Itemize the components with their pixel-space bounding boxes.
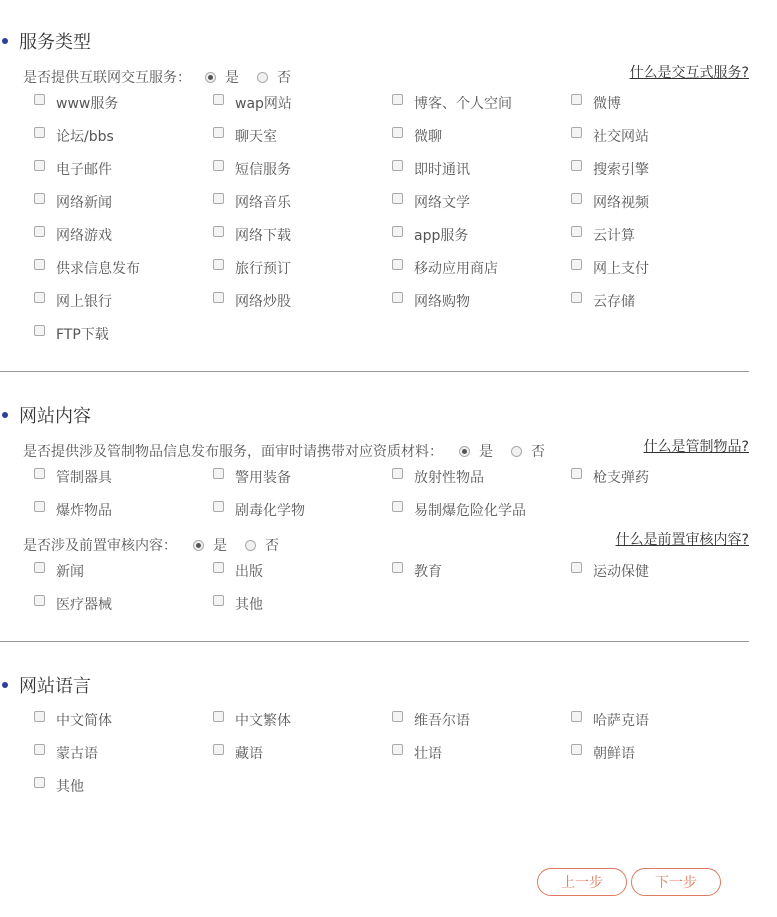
checkbox-label: 论坛/bbs (56, 128, 114, 145)
checkbox-label: 中文繁体 (235, 712, 291, 729)
checkbox-label: 警用装备 (235, 469, 291, 486)
checkbox-icon[interactable] (213, 193, 224, 204)
checkbox-icon[interactable] (571, 562, 582, 573)
checkbox-icon[interactable] (213, 595, 224, 606)
service-type-title: 服务类型 (19, 32, 91, 53)
checkbox-icon[interactable] (213, 562, 224, 573)
site-content-header (0, 402, 91, 428)
checkbox-label: 微博 (593, 95, 621, 112)
interactive-service-help-link[interactable]: 什么是交互式服务? (629, 65, 749, 81)
pre-review-options (34, 554, 754, 620)
checkbox-icon[interactable] (392, 562, 403, 573)
checkbox-option[interactable] (34, 703, 213, 736)
checkbox-option[interactable] (571, 185, 750, 218)
checkbox-option[interactable] (392, 86, 571, 119)
checkbox-option[interactable] (392, 218, 571, 251)
site-language-options (34, 703, 754, 802)
checkbox-icon[interactable] (392, 226, 403, 237)
checkbox-label: 其他 (56, 778, 84, 795)
checkbox-icon[interactable] (571, 744, 582, 755)
checkbox-icon[interactable] (34, 744, 45, 755)
checkbox-icon[interactable] (392, 744, 403, 755)
checkbox-label: 朝鲜语 (593, 745, 635, 762)
checkbox-option[interactable] (34, 218, 213, 251)
checkbox-icon[interactable] (213, 226, 224, 237)
section-bullet (2, 412, 8, 418)
checkbox-label: 移动应用商店 (414, 260, 498, 277)
site-language-header (0, 672, 91, 698)
checkbox-option[interactable] (34, 554, 213, 587)
checkbox-icon[interactable] (392, 127, 403, 138)
checkbox-option[interactable] (34, 152, 213, 185)
controlled-items-label: 是否提供涉及管制物品信息发布服务，面审时请携带对应资质材料： (23, 444, 443, 460)
checkbox-icon[interactable] (571, 127, 582, 138)
checkbox-option[interactable] (34, 185, 213, 218)
checkbox-icon[interactable] (392, 259, 403, 270)
checkbox-icon[interactable] (34, 226, 45, 237)
checkbox-icon[interactable] (392, 292, 403, 303)
checkbox-label: FTP下载 (56, 326, 109, 343)
pre-review-yes-radio[interactable]: 是 (193, 535, 227, 555)
controlled-items-question (23, 441, 545, 461)
checkbox-label: 藏语 (235, 745, 263, 762)
checkbox-option[interactable] (213, 736, 392, 769)
checkbox-icon[interactable] (34, 711, 45, 722)
checkbox-icon[interactable] (571, 292, 582, 303)
checkbox-label: 旅行预订 (235, 260, 291, 277)
checkbox-icon[interactable] (34, 193, 45, 204)
section-bullet (2, 38, 8, 44)
site-content-title: 网站内容 (19, 406, 91, 427)
checkbox-option[interactable] (213, 218, 392, 251)
checkbox-option[interactable] (213, 493, 392, 526)
checkbox-option[interactable] (213, 152, 392, 185)
service-type-header (0, 28, 91, 54)
checkbox-icon[interactable] (213, 160, 224, 171)
interactive-service-label: 是否提供互联网交互服务： (23, 70, 191, 86)
checkbox-icon[interactable] (392, 501, 403, 512)
next-step-button[interactable]: 下一步 (631, 868, 721, 896)
service-type-options (34, 86, 754, 350)
checkbox-option[interactable] (571, 460, 750, 493)
checkbox-option[interactable] (34, 284, 213, 317)
radio-selected-icon (205, 72, 216, 83)
radio-icon (511, 446, 522, 457)
checkbox-icon[interactable] (571, 468, 582, 479)
checkbox-option[interactable] (392, 554, 571, 587)
checkbox-icon[interactable] (213, 94, 224, 105)
checkbox-option[interactable] (213, 460, 392, 493)
checkbox-icon[interactable] (34, 325, 45, 336)
checkbox-option[interactable] (392, 152, 571, 185)
checkbox-option[interactable] (392, 703, 571, 736)
radio-icon (257, 72, 268, 83)
checkbox-icon[interactable] (392, 193, 403, 204)
checkbox-label: 壮语 (414, 745, 442, 762)
checkbox-label: 电子邮件 (56, 161, 112, 178)
checkbox-option[interactable] (34, 317, 213, 350)
checkbox-label: 运动保健 (593, 563, 649, 580)
checkbox-option[interactable] (392, 493, 571, 526)
checkbox-option[interactable] (571, 554, 750, 587)
checkbox-icon[interactable] (571, 226, 582, 237)
checkbox-icon[interactable] (213, 259, 224, 270)
checkbox-label: wap网站 (235, 95, 292, 112)
checkbox-icon[interactable] (34, 777, 45, 788)
checkbox-option[interactable] (34, 587, 213, 620)
checkbox-icon[interactable] (34, 259, 45, 270)
checkbox-label: 枪支弹药 (593, 469, 649, 486)
checkbox-label: 爆炸物品 (56, 502, 112, 519)
checkbox-icon[interactable] (34, 501, 45, 512)
section-bullet (2, 682, 8, 688)
checkbox-option[interactable] (571, 86, 750, 119)
prev-step-button[interactable]: 上一步 (537, 868, 627, 896)
checkbox-option[interactable] (392, 736, 571, 769)
checkbox-option[interactable] (392, 185, 571, 218)
checkbox-option[interactable] (34, 119, 213, 152)
controlled-items-options (34, 460, 754, 526)
checkbox-icon[interactable] (392, 711, 403, 722)
checkbox-icon[interactable] (34, 468, 45, 479)
checkbox-label: 中文简体 (56, 712, 112, 729)
controlled-no-radio[interactable]: 否 (511, 441, 545, 461)
checkbox-option[interactable] (34, 251, 213, 284)
interactive-no-radio[interactable]: 否 (257, 67, 291, 87)
checkbox-option[interactable] (34, 769, 213, 802)
checkbox-label: 聊天室 (235, 128, 277, 145)
checkbox-icon[interactable] (34, 127, 45, 138)
checkbox-label: 供求信息发布 (56, 260, 140, 277)
checkbox-label: 网络游戏 (56, 227, 112, 244)
checkbox-label: 微聊 (414, 128, 442, 145)
checkbox-label: 医疗器械 (56, 596, 112, 613)
checkbox-label: 管制器具 (56, 469, 112, 486)
checkbox-option[interactable] (213, 251, 392, 284)
checkbox-option[interactable] (213, 587, 392, 620)
checkbox-label: 短信服务 (235, 161, 291, 178)
checkbox-icon[interactable] (571, 193, 582, 204)
checkbox-option[interactable] (34, 736, 213, 769)
checkbox-label: 即时通讯 (414, 161, 470, 178)
checkbox-label: 博客、个人空间 (414, 95, 512, 112)
checkbox-icon[interactable] (213, 711, 224, 722)
checkbox-icon[interactable] (571, 711, 582, 722)
checkbox-option[interactable] (34, 493, 213, 526)
divider (0, 371, 749, 372)
checkbox-option[interactable] (392, 119, 571, 152)
checkbox-label: 维吾尔语 (414, 712, 470, 729)
checkbox-label: 哈萨克语 (593, 712, 649, 729)
checkbox-icon[interactable] (34, 292, 45, 303)
checkbox-option[interactable] (213, 554, 392, 587)
checkbox-icon[interactable] (213, 501, 224, 512)
checkbox-label: 搜索引擎 (593, 161, 649, 178)
checkbox-label: 网络音乐 (235, 194, 291, 211)
checkbox-label: 网络下载 (235, 227, 291, 244)
checkbox-label: 网络购物 (414, 293, 470, 310)
checkbox-icon[interactable] (392, 468, 403, 479)
checkbox-icon[interactable] (213, 292, 224, 303)
checkbox-icon[interactable] (213, 468, 224, 479)
checkbox-option[interactable] (571, 218, 750, 251)
checkbox-option[interactable] (571, 736, 750, 769)
checkbox-option[interactable] (571, 251, 750, 284)
checkbox-icon[interactable] (34, 160, 45, 171)
pre-review-label: 是否涉及前置审核内容： (23, 538, 177, 554)
interactive-service-question (23, 67, 291, 87)
radio-selected-icon (193, 540, 204, 551)
checkbox-option[interactable] (213, 703, 392, 736)
checkbox-option[interactable] (392, 251, 571, 284)
checkbox-label: 网络文学 (414, 194, 470, 211)
controlled-yes-radio[interactable]: 是 (459, 441, 493, 461)
checkbox-option[interactable] (571, 284, 750, 317)
checkbox-icon[interactable] (392, 160, 403, 171)
checkbox-icon[interactable] (213, 744, 224, 755)
checkbox-icon[interactable] (571, 259, 582, 270)
checkbox-label: 云计算 (593, 227, 635, 244)
checkbox-label: 教育 (414, 563, 442, 580)
checkbox-option[interactable] (392, 284, 571, 317)
checkbox-icon[interactable] (34, 562, 45, 573)
checkbox-label: www服务 (56, 95, 119, 112)
checkbox-option[interactable] (34, 460, 213, 493)
checkbox-label: 社交网站 (593, 128, 649, 145)
pre-review-question (23, 535, 279, 555)
checkbox-label: 新闻 (56, 563, 84, 580)
controlled-items-help-link[interactable]: 什么是管制物品? (643, 439, 749, 455)
site-language-title: 网站语言 (19, 676, 91, 697)
checkbox-option[interactable] (213, 119, 392, 152)
radio-icon (245, 540, 256, 551)
checkbox-icon[interactable] (213, 127, 224, 138)
checkbox-option[interactable] (571, 119, 750, 152)
checkbox-label: app服务 (414, 227, 469, 244)
checkbox-label: 网上银行 (56, 293, 112, 310)
pre-review-no-radio[interactable]: 否 (245, 535, 279, 555)
checkbox-label: 剧毒化学物 (235, 502, 305, 519)
checkbox-label: 网络新闻 (56, 194, 112, 211)
checkbox-label: 网络炒股 (235, 293, 291, 310)
checkbox-option[interactable] (571, 152, 750, 185)
checkbox-label: 易制爆危险化学品 (414, 502, 526, 519)
checkbox-option[interactable] (571, 703, 750, 736)
checkbox-option[interactable] (213, 185, 392, 218)
checkbox-label: 网上支付 (593, 260, 649, 277)
checkbox-icon[interactable] (571, 94, 582, 105)
checkbox-label: 蒙古语 (56, 745, 98, 762)
checkbox-icon[interactable] (392, 94, 403, 105)
pre-review-help-link[interactable]: 什么是前置审核内容? (615, 532, 749, 548)
radio-selected-icon (459, 446, 470, 457)
checkbox-option[interactable] (34, 86, 213, 119)
checkbox-icon[interactable] (34, 94, 45, 105)
checkbox-option[interactable] (392, 460, 571, 493)
checkbox-option[interactable] (213, 86, 392, 119)
checkbox-icon[interactable] (34, 595, 45, 606)
checkbox-icon[interactable] (571, 160, 582, 171)
divider (0, 641, 749, 642)
checkbox-option[interactable] (213, 284, 392, 317)
checkbox-label: 出版 (235, 563, 263, 580)
checkbox-label: 云存储 (593, 293, 635, 310)
checkbox-label: 网络视频 (593, 194, 649, 211)
checkbox-label: 放射性物品 (414, 469, 484, 486)
interactive-yes-radio[interactable]: 是 (205, 67, 239, 87)
checkbox-label: 其他 (235, 596, 263, 613)
